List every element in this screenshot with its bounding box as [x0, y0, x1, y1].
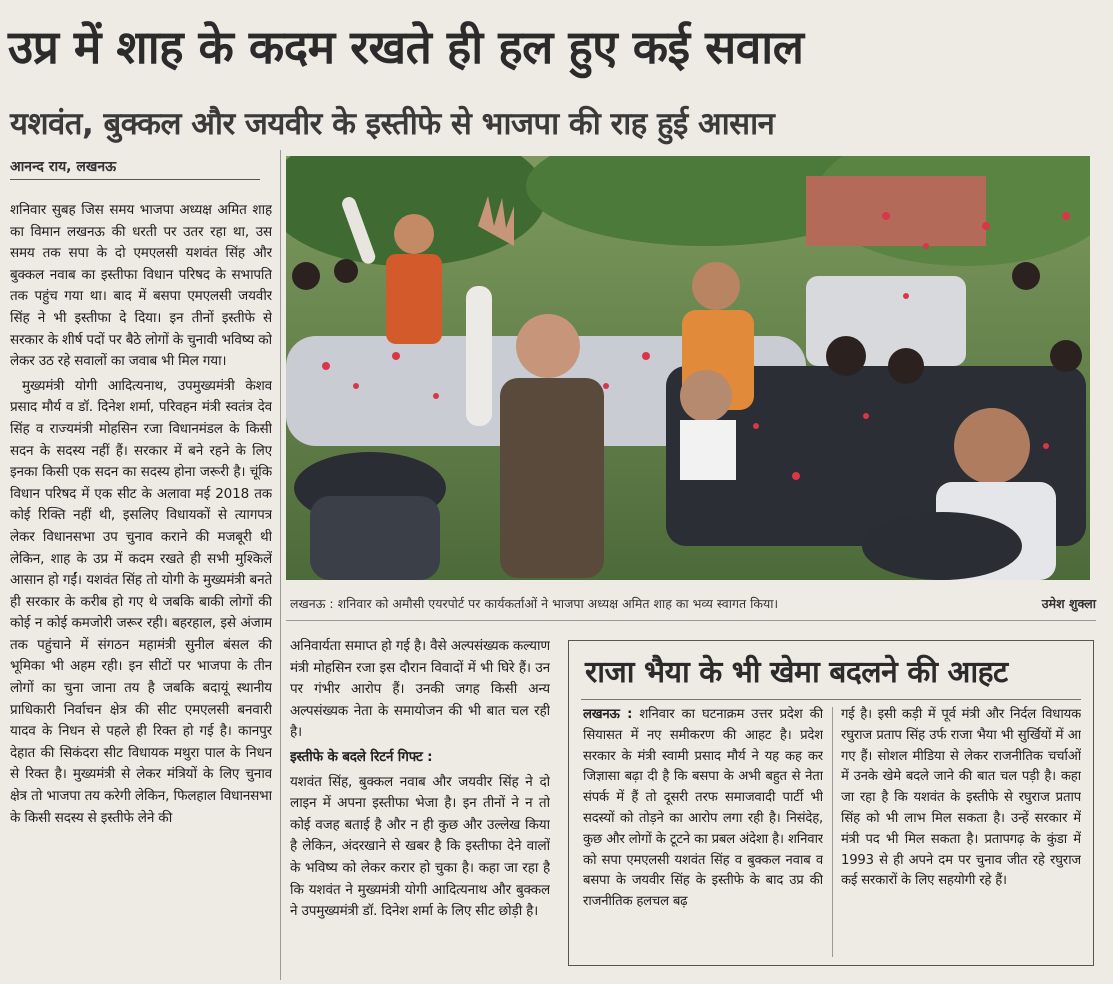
- sidebar-story-column-1: [583, 705, 823, 961]
- byline-divider: [10, 179, 260, 180]
- headline: उप्र में शाह के कदम रखते ही हल हुए कई सवाल: [8, 20, 804, 74]
- middle-subheading: इस्तीफे के बदले रिटर्न गिफ्ट :: [290, 748, 433, 765]
- byline: आनन्द राय, लखनऊ: [10, 159, 117, 175]
- left-paragraph-1: शनिवार सुबह जिस समय भाजपा अध्यक्ष अमित शाह का विमान लखनऊ की धरती पर उतर रहा था, उस समय तक सपा के दो एमएलसी यशवंत सिंह और बुक्कल नवाब का इस्तीफा विधान परिषद के सभापति तक पहुंच गया था। बाद में बसपा एमएलसी जयवीर सिंह ने भी इस्तीफा दे दिया। इन तीनों इस्तीफे से सरकार के शीर्ष पदों पर बैठे लोगों के चुनावी भविष्य को लेकर उठ रहे सवालों का जवाब भी मिल गया।: [10, 202, 272, 370]
- news-photo: [286, 156, 1090, 580]
- sidebar-story-box: [568, 640, 1094, 966]
- subheadline: यशवंत, बुक्कल और जयवीर के इस्तीफे से भाजपा की राह हुई आसान: [10, 106, 775, 142]
- left-column: [10, 200, 272, 980]
- middle-column: [290, 636, 550, 976]
- middle-paragraph-1: अनिवार्यता समाप्त हो गई है। वैसे अल्पसंख्यक कल्याण मंत्री मोहसिन रजा इस दौरान विवादों में भी घिरे हैं। उन पर गंभीर आरोप हैं। उनकी जगह किसी अन्य अल्पसंख्यक नेता के समायोजन की भी बात चल रही है।: [290, 638, 550, 741]
- photo-credit: उमेश शुक्ला: [1041, 596, 1096, 611]
- sidebar-story-column-2: [841, 705, 1081, 961]
- sidebar-story-title: राजा भैया के भी खेमा बदलने की आहट: [585, 655, 1008, 690]
- sidebar-story-dateline: लखनऊ :: [583, 707, 633, 722]
- sidebar-story-divider: [581, 699, 1081, 700]
- photo-caption: लखनऊ : शनिवार को अमौसी एयरपोर्ट पर कार्यकर्ताओं ने भाजपा अध्यक्ष अमित शाह का भव्य स्वागत किया।: [290, 596, 779, 611]
- sidebar-story-text-1: शनिवार का घटनाक्रम उत्तर प्रदेश की सियासत में नए समीकरण की आहट है। प्रदेश सरकार के मंत्री स्वामी प्रसाद मौर्य ने यह कह कर जिज्ञासा बढ़ा दी है कि बसपा के अभी बहुत से नेता संपर्क में हैं तो दूसरी तरफ समाजवादी पार्टी भी सदस्यों को तोड़ने का आरोप लगा रही है। निसंदेह, कुछ और लोगों के टूटने का प्रबल अंदेशा है। शनिवार को सपा एमएलसी यशवंत सिंह व बुक्कल नवाब व बसपा के जयवीर सिंह के इस्तीफे के बाद उप्र की राजनीतिक हलचल बढ़: [583, 707, 823, 910]
- left-paragraph-2: मुख्यमंत्री योगी आदित्यनाथ, उपमुख्यमंत्री केशव प्रसाद मौर्य व डॉ. दिनेश शर्मा, परिवहन मंत्री स्वतंत्र देव सिंह व राज्यमंत्री मोहसिन रजा विधानमंडल के किसी सदन के सदस्य नहीं हैं। सरकार में बने रहने के लिए इनका किसी एक सदन का सदस्य होना जरूरी है। चूंकि विधान परिषद में एक सीट के अलावा मई 2018 तक कोई रिक्ति नहीं थी, इसलिए विधायकों से त्यागपत्र लेकर विधानसभा उप चुनाव कराने की मजबूरी थी लेकिन, शाह के उप्र में कदम रखते ही सभी मुश्किलें आसान हो गईं। यशवंत सिंह तो योगी के मुख्यमंत्री बनते ही सरकार के करीब हो गए थे जबकि बाकी लोगों की कोई न कोई कमजोरी जरूर रही। बहरहाल, इसे अंजाम तक पहुंचाने में संगठन महामंत्री सुनील बंसल की भूमिका भी अहम रही। इन सीटों पर भाजपा के तीन लोगों का चुना जाना तय है जबकि बदायूं स्थानीय प्राधिकारी निर्वाचन क्षेत्र की सीट एमएलसी बनवारी यादव के निधन से पहले ही रिक्त हो गई है। कानपुर देहात की सिकंदरा सीट विधायक मथुरा पाल के निधन से रिक्त है। मुख्यमंत्री से लेकर मंत्रियों के लिए चुनाव क्षेत्र तो भाजपा तय करेगी लेकिन, फिलहाल विधानसभा के किसी सदस्य से इस्तीफे लेने की: [10, 377, 272, 826]
- column-divider: [280, 150, 281, 980]
- sidebar-story-text-2: गई है। इसी कड़ी में पूर्व मंत्री और निर्दल विधायक रघुराज प्रताप सिंह उर्फ राजा भैया भी सुर्खियों में आ गए हैं। सोशल मीडिया से लेकर राजनीतिक चर्चाओं में उनके खेमे बदले जाने की बात चल पड़ी है। कहा जा रहा है कि यशवंत के इस्तीफे से रघुराज प्रताप सिंह को भी लाभ मिल सकता है। उन्हें सरकार में मंत्री पद भी मिल सकता है। प्रतापगढ़ के कुंडा में 1993 से ही अपने दम पर चुनाव जीत रहे रघुराज कई सरकारों के लिए सहयोगी रहे हैं।: [841, 707, 1081, 889]
- middle-paragraph-2: यशवंत सिंह, बुक्कल नवाब और जयवीर सिंह ने दो लाइन में अपना इस्तीफा भेजा है। इन तीनों ने न तो कोई वजह बताई है और न ही कुछ और उल्लेख किया है लेकिन, अंदरखाने से खबर है कि इस्तीफा देने वालों के भविष्य को लेकर करार हो चुका है। कहा जा रहा है कि यशवंत ने मुख्यमंत्री योगी आदित्यनाथ और बुक्कल ने उपमुख्यमंत्री डॉ. दिनेश शर्मा के लिए सीट छोड़ी है।: [290, 773, 550, 920]
- photo-divider: [286, 620, 1096, 621]
- sidebar-story-column-divider: [832, 707, 833, 957]
